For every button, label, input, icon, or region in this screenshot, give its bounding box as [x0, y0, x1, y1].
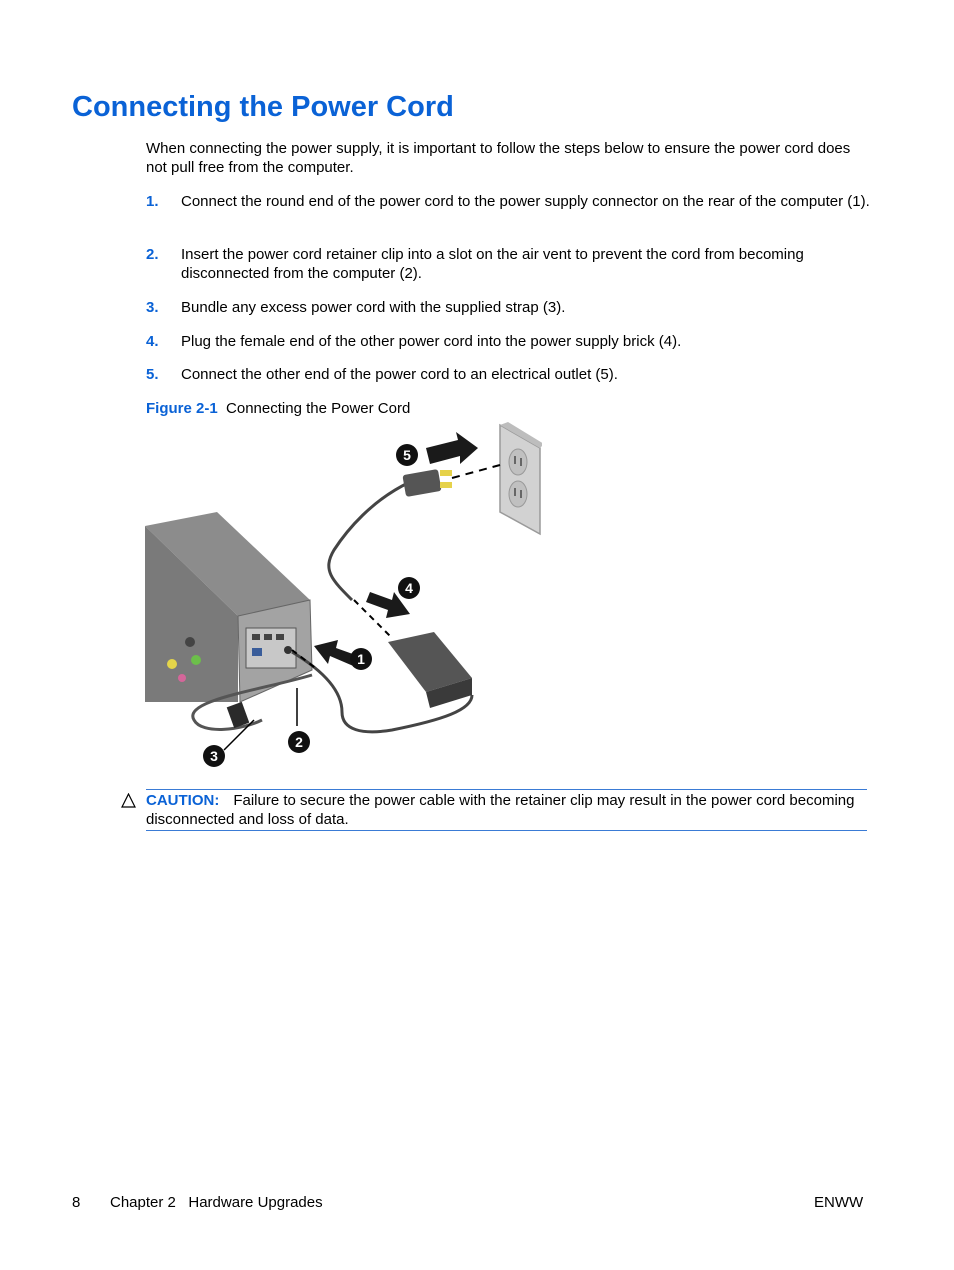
step-text: Bundle any excess power cord with the supplied strap (3). — [181, 299, 566, 316]
intro-paragraph: When connecting the power supply, it is important to follow the steps below to ensure the power cord does not pull free from the computer. — [146, 140, 851, 176]
svg-text:2: 2 — [295, 734, 303, 750]
step-text: Plug the female end of the other power cord into the power supply brick (4). — [181, 333, 682, 350]
step-number: 3. — [146, 299, 159, 316]
page-title: Connecting the Power Cord — [72, 91, 454, 123]
figure-caption — [146, 399, 410, 418]
footer-page-number: 8 — [72, 1194, 81, 1211]
step-number: 4. — [146, 333, 159, 350]
step-number: 1. — [146, 193, 159, 210]
svg-text:5: 5 — [403, 447, 411, 463]
caution-text: Failure to secure the power cable with the retainer clip may result in the power cord becoming disconnected and loss of data. — [146, 792, 855, 828]
footer-chapter: Chapter 2 Hardware Upgrades — [110, 1194, 323, 1211]
callout-3 — [203, 745, 225, 767]
caution-label: CAUTION: — [146, 792, 220, 809]
callout-1 — [350, 648, 372, 670]
caution-triangle-icon — [121, 793, 136, 808]
outlet-plug — [402, 469, 452, 497]
cable-strap — [227, 702, 250, 728]
callout-5 — [396, 444, 418, 466]
power-supply-brick — [388, 632, 472, 708]
svg-text:4: 4 — [405, 580, 413, 596]
step-text: Connect the round end of the power cord to the power supply connector on the rear of the computer (1). — [181, 193, 870, 210]
step-text: Connect the other end of the power cord to an electrical outlet (5). — [181, 366, 618, 383]
step-text: Insert the power cord retainer clip into a slot on the air vent to prevent the cord from becoming disconnected from the computer (2). — [181, 246, 804, 282]
svg-text:1: 1 — [357, 651, 365, 667]
step-number: 5. — [146, 366, 159, 383]
computer-chassis — [145, 512, 312, 702]
step-number: 2. — [146, 246, 159, 263]
power-cord-illustration — [142, 420, 542, 770]
figure-caption-text: Connecting the Power Cord — [226, 400, 411, 417]
wall-outlet — [500, 422, 542, 534]
callout-2 — [288, 731, 310, 753]
caution-note — [146, 789, 867, 831]
callout-4 — [398, 577, 420, 599]
figure-label: Figure 2-1 — [146, 400, 218, 417]
arrow-icon — [426, 432, 478, 464]
footer-right-label: ENWW — [814, 1194, 864, 1211]
svg-text:3: 3 — [210, 748, 218, 764]
